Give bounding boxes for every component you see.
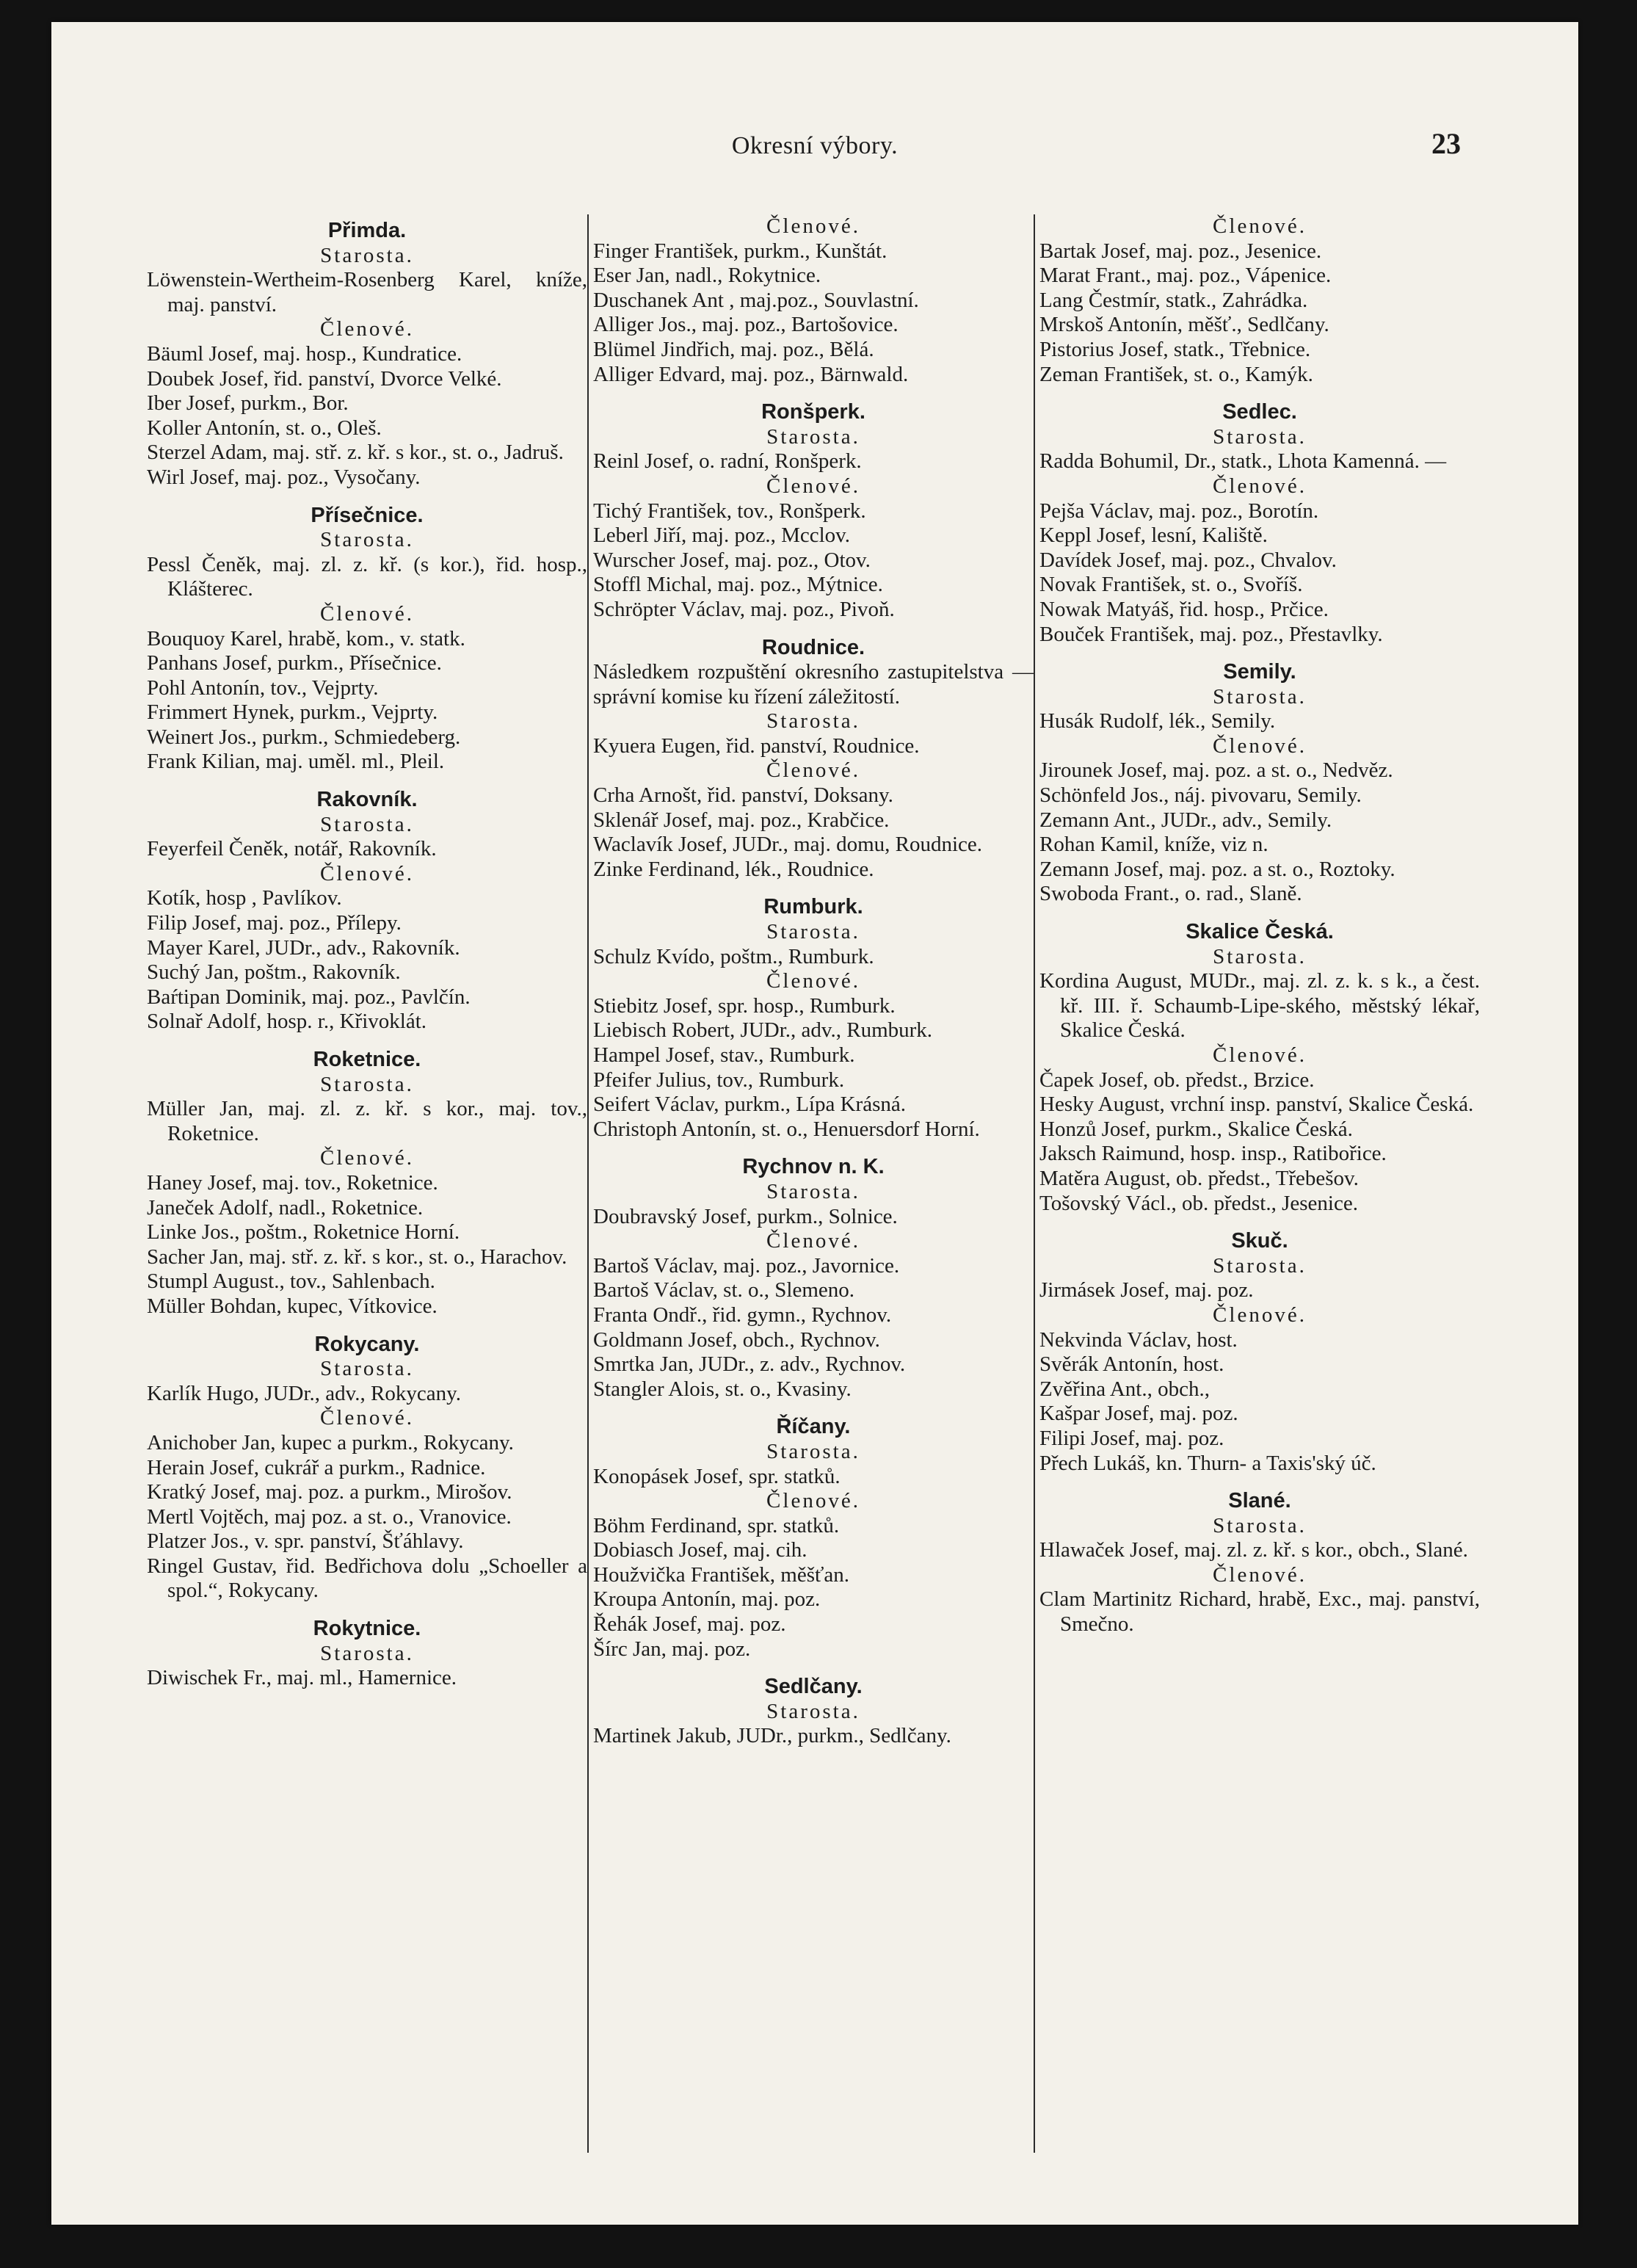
- district-name: Přimda.: [327, 219, 407, 242]
- role-heading: Členové.: [1213, 1562, 1307, 1587]
- member-entry: Ringel Gustav, řid. Bedřichova dolu „Schoeller a spol.“, Rokycany.: [147, 1554, 587, 1603]
- member-entry: Mrskoš Antonín, měšť., Sedlčany.: [1039, 313, 1329, 337]
- member-entry: Böhm Ferdinand, spr. statků.: [593, 1513, 840, 1537]
- member-entry: Suchý Jan, poštm., Rakovník.: [147, 960, 401, 985]
- member-entry: Lang Čestmír, statk., Zahrádka.: [1039, 288, 1308, 312]
- role-heading: Členové.: [1213, 1043, 1307, 1067]
- member-entry: Mertl Vojtěch, maj poz. a st. o., Vranovice.: [147, 1504, 512, 1529]
- member-entry: Schröpter Václav, maj. poz., Pivoň.: [593, 597, 895, 621]
- member-entry: Martinek Jakub, JUDr., purkm., Sedlčany.: [593, 1724, 951, 1748]
- member-entry: Swoboda Frant., o. rad., Slaně.: [1039, 882, 1302, 906]
- text-column-1: [147, 214, 587, 2167]
- district-section: [593, 1670, 1034, 1749]
- district-section: [1039, 1225, 1480, 1476]
- member-entry: Pohl Antonín, tov., Vejprty.: [147, 675, 379, 700]
- member-entry: Christoph Antonín, st. o., Henuersdorf Horní.: [593, 1117, 980, 1141]
- member-entry: Platzer Jos., v. spr. panství, Šťáhlavy.: [147, 1529, 464, 1554]
- member-entry: Crha Arnošt, řid. panství, Doksany.: [593, 783, 893, 808]
- member-entry: Bartak Josef, maj. poz., Jesenice.: [1039, 239, 1322, 263]
- role-heading: Členové.: [766, 969, 860, 993]
- member-entry: Stoffl Michal, maj. poz., Mýtnice.: [593, 573, 883, 597]
- member-entry: Liebisch Robert, JUDr., adv., Rumburk.: [593, 1018, 933, 1043]
- member-entry: Pistorius Josef, statk., Třebnice.: [1039, 337, 1311, 361]
- member-entry: Zvěřina Ant., obch.,: [1039, 1377, 1210, 1401]
- member-entry: Goldmann Josef, obch., Rychnov.: [593, 1327, 880, 1352]
- role-heading: Starosta.: [766, 920, 860, 944]
- role-heading: Starosta.: [766, 1439, 860, 1463]
- member-entry: Nekvinda Václav, host.: [1039, 1327, 1238, 1352]
- role-heading: Starosta.: [1213, 944, 1307, 968]
- member-entry: Jirmásek Josef, maj. poz.: [1039, 1278, 1254, 1303]
- member-entry: Kotík, hosp , Pavlíkov.: [147, 886, 342, 910]
- member-entry: Panhans Josef, purkm., Přísečnice.: [147, 651, 442, 675]
- member-entry: Waclavík Josef, JUDr., maj. domu, Roudnice.: [593, 833, 983, 857]
- member-entry: Herain Josef, cukrář a purkm., Radnice.: [147, 1455, 486, 1479]
- district-section: [1039, 1485, 1480, 1637]
- district-section: [147, 783, 587, 1035]
- role-heading: Členové.: [766, 758, 860, 783]
- district-name: Skalice Česká.: [1186, 920, 1334, 944]
- role-heading: Členové.: [320, 861, 414, 885]
- member-entry: Stiebitz Josef, spr. hosp., Rumburk.: [593, 993, 896, 1018]
- district-section: [593, 1151, 1034, 1402]
- district-name: Sedlčany.: [764, 1675, 863, 1699]
- member-entry: Schönfeld Jos., náj. pivovaru, Semily.: [1039, 783, 1362, 808]
- member-entry: Pfeifer Julius, tov., Rumburk.: [593, 1068, 845, 1092]
- role-heading: Starosta.: [1213, 424, 1307, 449]
- member-entry: Sklenář Josef, maj. poz., Krabčice.: [593, 808, 890, 832]
- member-entry: Bouquoy Karel, hrabě, kom., v. statk.: [147, 626, 465, 651]
- district-name: Rokytnice.: [313, 1617, 421, 1641]
- member-entry: Matěra August, ob. předst., Třebešov.: [1039, 1166, 1359, 1190]
- role-heading: Členové.: [766, 214, 860, 238]
- member-entry: Smrtka Jan, JUDr., z. adv., Rychnov.: [593, 1352, 906, 1377]
- member-entry: Jirounek Josef, maj. poz. a st. o., Nedvěz.: [1039, 758, 1393, 783]
- member-entry: Reinl Josef, o. radní, Ronšperk.: [593, 449, 862, 474]
- role-heading: Starosta.: [766, 1179, 860, 1203]
- running-title: Okresní výbory.: [731, 132, 899, 159]
- member-entry: Stumpl August., tov., Sahlenbach.: [147, 1269, 435, 1294]
- member-entry: Janeček Adolf, nadl., Roketnice.: [147, 1195, 424, 1220]
- member-entry: Alliger Jos., maj. poz., Bartošovice.: [593, 313, 899, 337]
- member-entry: Diwischek Fr., maj. ml., Hamernice.: [147, 1666, 457, 1690]
- member-entry: Zeman František, st. o., Kamýk.: [1039, 362, 1313, 386]
- role-heading: Starosta.: [320, 1641, 414, 1665]
- district-name: Rychnov n. K.: [742, 1155, 885, 1179]
- member-entry: Sacher Jan, maj. stř. z. kř. s kor., st. o., Harachov.: [147, 1244, 567, 1269]
- role-heading: Starosta.: [320, 1072, 414, 1096]
- district-name: Roudnice.: [761, 635, 865, 659]
- role-heading: Členové.: [320, 1146, 414, 1170]
- member-entry: Šírc Jan, maj. poz.: [593, 1637, 751, 1661]
- member-entry: Řehák Josef, maj. poz.: [593, 1612, 786, 1637]
- member-entry: Filipi Josef, maj. poz.: [1039, 1426, 1224, 1450]
- member-entry: Wirl Josef, maj. poz., Vysočany.: [147, 465, 421, 489]
- role-heading: Starosta.: [1213, 1253, 1307, 1278]
- member-entry: Bartoš Václav, maj. poz., Javornice.: [593, 1253, 900, 1278]
- district-name: Rumburk.: [763, 895, 863, 919]
- member-entry: Kyuera Eugen, řid. panství, Roudnice.: [593, 733, 920, 758]
- member-entry: Anichober Jan, kupec a purkm., Rokycany.: [147, 1430, 514, 1454]
- column-divider: [587, 214, 589, 2153]
- member-entry: Kordina August, MUDr., maj. zl. z. k. s k., a čest. kř. III. ř. Schaumb-Lipe-ského, městský lékař, Skalice Česká.: [1039, 969, 1480, 1043]
- district-section: [147, 1328, 587, 1604]
- role-heading: Členové.: [766, 1229, 860, 1253]
- member-entry: Frimmert Hynek, purkm., Vejprty.: [147, 700, 438, 725]
- role-heading: Starosta.: [766, 1699, 860, 1723]
- district-name: Semily.: [1223, 660, 1296, 684]
- district-section: [147, 499, 587, 775]
- member-entry: Feyerfeil Čeněk, notář, Rakovník.: [147, 837, 437, 861]
- member-entry: Honzů Josef, purkm., Skalice Česká.: [1039, 1117, 1353, 1141]
- role-heading: Členové.: [320, 601, 414, 626]
- role-heading: Starosta.: [766, 424, 860, 449]
- member-entry: Svěrák Antonín, host.: [1039, 1352, 1224, 1377]
- member-entry: Karlík Hugo, JUDr., adv., Rokycany.: [147, 1381, 461, 1405]
- member-entry: Koller Antonín, st. o., Oleš.: [147, 416, 382, 440]
- member-entry: Kašpar Josef, maj. poz.: [1039, 1402, 1238, 1426]
- role-heading: Členové.: [1213, 214, 1307, 238]
- member-entry: Marat Frant., maj. poz., Vápenice.: [1039, 264, 1332, 288]
- member-entry: Finger František, purkm., Kunštát.: [593, 239, 888, 263]
- role-heading: Starosta.: [320, 243, 414, 267]
- role-heading: Starosta.: [1213, 1513, 1307, 1537]
- member-entry: Konopásek Josef, spr. statků.: [593, 1464, 841, 1488]
- member-entry: Husák Rudolf, lék., Semily.: [1039, 709, 1276, 733]
- member-entry: Duschanek Ant , maj.poz., Souvlastní.: [593, 288, 919, 312]
- page-number: 23: [1431, 127, 1461, 160]
- member-entry: Pessl Čeněk, maj. zl. z. kř. (s kor.), řid. hosp., Klášterec.: [147, 552, 587, 601]
- district-section: [147, 1612, 587, 1691]
- member-entry: Baŕtipan Dominik, maj. poz., Pavlčín.: [147, 985, 471, 1009]
- member-entry: Filip Josef, maj. poz., Přílepy.: [147, 911, 402, 935]
- member-entry: Keppl Josef, lesní, Kaliště.: [1039, 523, 1268, 548]
- district-section: [1039, 916, 1480, 1216]
- member-entry: Iber Josef, purkm., Bor.: [147, 391, 349, 416]
- member-entry: Nowak Matyáš, řid. hosp., Prčice.: [1039, 597, 1329, 621]
- member-entry: Clam Martinitz Richard, hrabě, Exc., maj. panství, Smečno.: [1039, 1587, 1480, 1637]
- member-entry: Pejša Václav, maj. poz., Borotín.: [1039, 499, 1319, 523]
- role-heading: Starosta.: [1213, 684, 1307, 709]
- member-entry: Zemann Josef, maj. poz. a st. o., Roztoky.: [1039, 857, 1395, 881]
- member-entry: Davídek Josef, maj. poz., Chvalov.: [1039, 548, 1337, 572]
- role-heading: Členové.: [1213, 474, 1307, 498]
- member-entry: Weinert Jos., purkm., Schmiedeberg.: [147, 725, 461, 749]
- member-entry: Mayer Karel, JUDr., adv., Rakovník.: [147, 935, 460, 960]
- district-name: Říčany.: [776, 1415, 851, 1439]
- member-entry: Novak František, st. o., Svoříš.: [1039, 573, 1303, 597]
- member-entry: Solnař Adolf, hosp. r., Křivoklát.: [147, 1010, 427, 1034]
- district-section: [1039, 656, 1480, 907]
- member-entry: Dobiasch Josef, maj. cih.: [593, 1538, 807, 1562]
- member-entry: Tichý František, tov., Ronšperk.: [593, 499, 866, 523]
- page-header: [51, 127, 1578, 176]
- member-entry: Čapek Josef, ob. předst., Brzice.: [1039, 1068, 1315, 1092]
- member-entry: Rohan Kamil, kníže, viz n.: [1039, 833, 1268, 857]
- member-entry: Bouček František, maj. poz., Přestavlky.: [1039, 622, 1383, 646]
- member-entry: Zemann Ant., JUDr., adv., Semily.: [1039, 808, 1332, 832]
- text-column-2: [593, 214, 1034, 2167]
- district-name: Rakovník.: [316, 788, 418, 812]
- member-entry: Leberl Jiří, maj. poz., Mcclov.: [593, 523, 851, 548]
- member-entry: Wurscher Josef, maj. poz., Otov.: [593, 548, 871, 572]
- member-entry: Müller Bohdan, kupec, Vítkovice.: [147, 1294, 438, 1318]
- member-entry: Sterzel Adam, maj. stř. z. kř. s kor., st. o., Jadruš.: [147, 441, 564, 465]
- district-section: [593, 631, 1034, 883]
- district-name: Ronšperk.: [761, 400, 865, 424]
- role-heading: Starosta.: [320, 1357, 414, 1381]
- role-heading: Starosta.: [320, 528, 414, 552]
- member-entry: Zinke Ferdinand, lék., Roudnice.: [593, 857, 874, 881]
- role-heading: Členové.: [1213, 733, 1307, 758]
- role-heading: Členové.: [766, 474, 860, 498]
- district-section: [1039, 396, 1480, 647]
- member-entry: Hlawaček Josef, maj. zl. z. kř. s kor., obch., Slané.: [1039, 1538, 1468, 1562]
- member-entry: Haney Josef, maj. tov., Roketnice.: [147, 1170, 438, 1195]
- member-entry: Kroupa Antonín, maj. poz.: [593, 1587, 821, 1612]
- member-entry: Hesky August, vrchní insp. panství, Skalice Česká.: [1039, 1093, 1474, 1117]
- member-entry: Přech Lukáš, kn. Thurn- a Taxis'ský úč.: [1039, 1451, 1376, 1475]
- district-section: [593, 396, 1034, 622]
- district-section: [593, 891, 1034, 1142]
- role-heading: Členové.: [320, 317, 414, 341]
- district-name: Slané.: [1228, 1489, 1291, 1513]
- member-entry: Houžvička František, měšťan.: [593, 1562, 850, 1587]
- member-entry: Jaksch Raimund, hosp. insp., Ratibořice.: [1039, 1142, 1387, 1166]
- member-entry: Franta Ondř., řid. gymn., Rychnov.: [593, 1303, 892, 1327]
- member-entry: Radda Bohumil, Dr., statk., Lhota Kamenná. —: [1039, 449, 1447, 474]
- member-entry: Seifert Václav, purkm., Lípa Krásná.: [593, 1093, 906, 1117]
- member-entry: Doubek Josef, řid. panství, Dvorce Velké.: [147, 366, 502, 391]
- role-heading: Starosta.: [766, 709, 860, 733]
- member-entry: Alliger Edvard, maj. poz., Bärnwald.: [593, 362, 909, 386]
- district-section: [147, 1043, 587, 1319]
- district-name: Roketnice.: [313, 1048, 421, 1071]
- member-entry: Hampel Josef, stav., Rumburk.: [593, 1043, 855, 1067]
- member-entry: Blümel Jindřich, maj. poz., Bělá.: [593, 337, 874, 361]
- member-entry: Stangler Alois, st. o., Kvasiny.: [593, 1377, 852, 1401]
- district-name: Přísečnice.: [311, 503, 424, 527]
- member-entry: Doubravský Josef, purkm., Solnice.: [593, 1204, 898, 1228]
- district-section: [1039, 214, 1480, 387]
- district-name: Skuč.: [1231, 1229, 1288, 1253]
- member-entry: Eser Jan, nadl., Rokytnice.: [593, 264, 821, 288]
- district-section: [147, 214, 587, 490]
- member-entry: Schulz Kvído, poštm., Rumburk.: [593, 944, 874, 968]
- role-heading: Starosta.: [320, 812, 414, 836]
- text-column-3: [1039, 214, 1480, 2167]
- district-note: Následkem rozpuštění okresního zastupitelstva — správní komise ku řízení záležitostí.: [593, 660, 1034, 709]
- member-entry: Tošovský Václ., ob. předst., Jesenice.: [1039, 1191, 1358, 1215]
- district-section: [593, 214, 1034, 387]
- district-name: Sedlec.: [1222, 400, 1297, 424]
- district-section: [593, 1410, 1034, 1662]
- role-heading: Členové.: [320, 1406, 414, 1430]
- document-page: [51, 22, 1578, 2225]
- member-entry: Bartoš Václav, st. o., Slemeno.: [593, 1278, 855, 1303]
- column-divider: [1034, 214, 1035, 2153]
- member-entry: Bäuml Josef, maj. hosp., Kundratice.: [147, 341, 462, 366]
- role-heading: Členové.: [766, 1489, 860, 1513]
- role-heading: Členové.: [1213, 1303, 1307, 1327]
- district-name: Rokycany.: [314, 1332, 420, 1356]
- member-entry: Müller Jan, maj. zl. z. kř. s kor., maj. tov., Roketnice.: [147, 1097, 587, 1145]
- member-entry: Linke Jos., poštm., Roketnice Horní.: [147, 1220, 460, 1244]
- member-entry: Löwenstein-Wertheim-Rosenberg Karel, kníže, maj. panství.: [147, 268, 587, 316]
- member-entry: Kratký Josef, maj. poz. a purkm., Mirošov.: [147, 1480, 512, 1504]
- member-entry: Frank Kilian, maj. uměl. ml., Pleil.: [147, 750, 445, 774]
